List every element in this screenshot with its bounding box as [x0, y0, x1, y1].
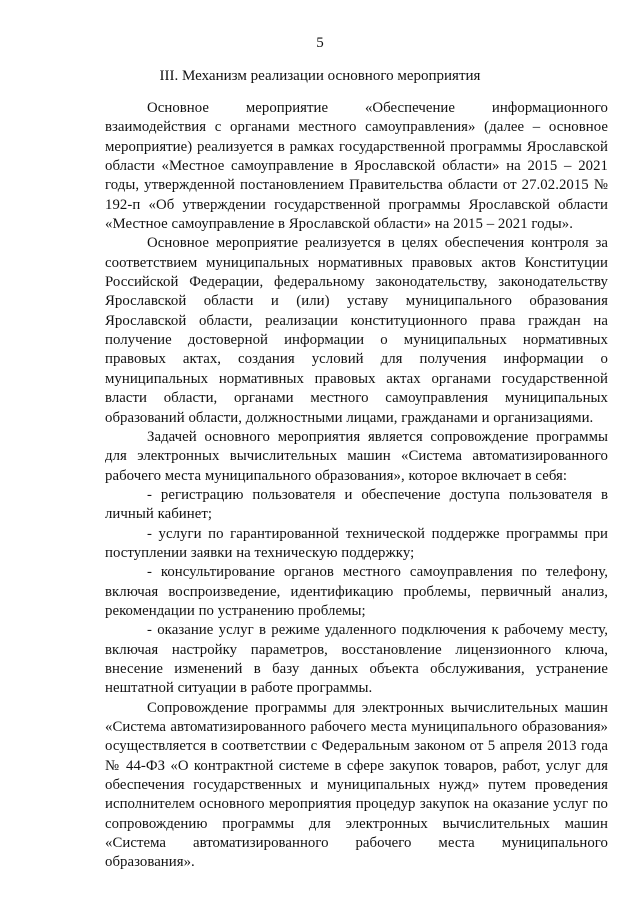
paragraph-task: Задачей основного мероприятия является сопровождение программы для электронных вычислительных машин «Система автоматизированного рабочего места муниципального образования», которое включает в себя:	[105, 428, 608, 484]
paragraph-intro: Основное мероприятие «Обеспечение информационного взаимодействия с органами местного самоуправления» (далее – основное мероприятие) реализуется в рамках государственной программы Ярославской области «Местное самоуправление в Ярославской области» на 2015 – 2021 годы, утвержденной постановлением Правительства области от 27.02.2015 № 192-п «Об утверждении государственной программы Ярославской области «Местное самоуправление в Ярославской области» на 2015 – 2021 годы».	[105, 100, 608, 233]
list-item-remote-services: - оказание услуг в режиме удаленного подключения к рабочему месту, включая настройку параметров, восстановление лицензионного ключа, внесение изменений в базу данных объекта обслуживания, устранение нештатной ситуации в работе программы.	[105, 622, 608, 697]
section-heading: III. Механизм реализации основного мероприятия	[159, 68, 481, 84]
paragraph-goals: Основное мероприятие реализуется в целях обеспечения контроля за соответствием муниципальных нормативных правовых актов Конституции Российской Федерации, федеральному законодательству, законодательству Ярославской области и (или) уставу муниципального образования Ярославской области, реализации конституционного права граждан на получение достоверной информации о муниципальных нормативных правовых актах, создания условий для получения информации о муниципальных нормативных правовых актах органами государственной власти области, органами местного самоуправления муниципальных образований области, должностными лицами, гражданами и организациями.	[105, 235, 608, 426]
page-number: 5	[316, 35, 324, 51]
document-body	[105, 99, 608, 873]
list-item-tech-support: - услуги по гарантированной технической поддержке программы при поступлении заявки на техническую поддержку;	[105, 525, 608, 561]
list-item-consulting: - консультирование органов местного самоуправления по телефону, включая воспроизведение, идентификацию проблемы, первичный анализ, рекомендации по устранению проблемы;	[105, 564, 608, 619]
paragraph-procurement: Сопровождение программы для электронных вычислительных машин «Система автоматизированного рабочего места муниципального образования» осуществляется в соответствии с Федеральным законом от 5 апреля 2013 года № 44-ФЗ «О контрактной системе в сфере закупок товаров, работ, услуг для обеспечения государственных и муниципальных нужд» путем проведения исполнителем основного мероприятия процедур закупок на оказание услуг по сопровождению программы для электронных вычислительных машин «Система автоматизированного рабочего места муниципального образования».	[105, 699, 608, 871]
list-item-registration: - регистрацию пользователя и обеспечение доступа пользователя в личный кабинет;	[105, 486, 608, 523]
